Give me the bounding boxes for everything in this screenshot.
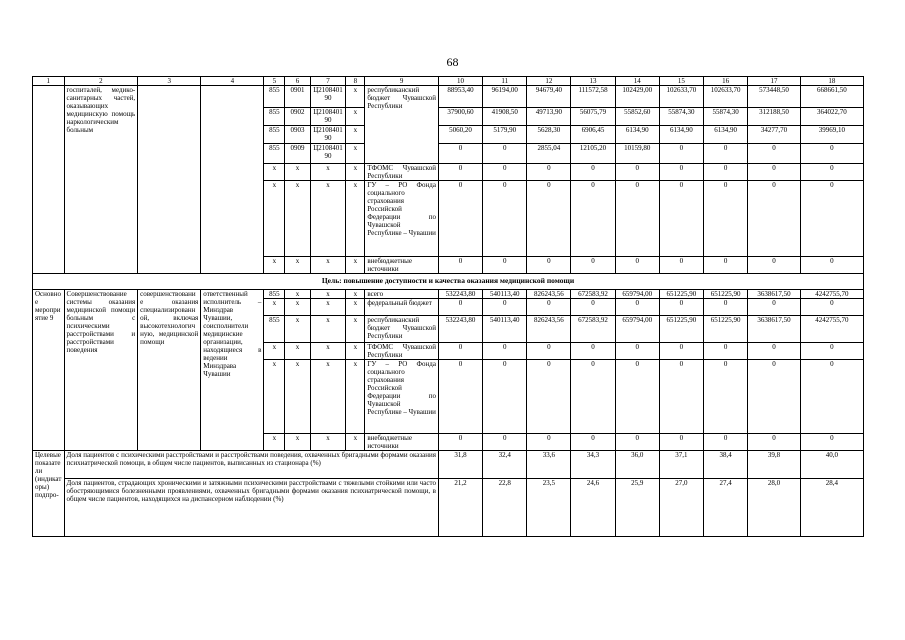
section-code: x [285,290,310,299]
amount-value: 0 [659,360,703,434]
section-code: x [285,360,310,434]
amount-value: 55874,30 [659,108,703,126]
grbs-code: x [264,181,285,257]
section-code: x [285,434,310,451]
indicators-label: Целевые показатели (индикаторы) подпро- [33,451,65,537]
indicator-value: 25,9 [615,479,659,537]
funding-source: внебюджетные источники [365,257,439,274]
amount-value: 0 [800,144,863,164]
section-code: x [285,316,310,343]
amount-value: 0 [748,181,801,257]
indicator-value: 39,8 [748,451,801,479]
target-article-code: x [310,316,346,343]
funding-source: внебюджетные источники [365,434,439,451]
amount-value: 102633,70 [659,86,703,108]
amount-value: 102429,00 [615,86,659,108]
funding-source: ГУ – РО Фонда социального страхования Российской Федерации по Чувашской Республике – Чувашии [365,181,439,257]
budget-table-body [33,77,864,537]
grbs-code: x [264,360,285,434]
target-article-code: x [310,181,346,257]
target-article-code: x [310,360,346,434]
column-number: 15 [659,77,703,86]
funding-source: республиканский бюджет Чувашской Республики [365,316,439,343]
indicator-value: 36,0 [615,451,659,479]
amount-value: 0 [659,164,703,181]
expense-type-code: x [346,86,365,108]
target-article-code: x [310,164,346,181]
amount-value: 0 [483,360,527,434]
amount-value: 0 [571,343,615,360]
indicator-value: 31,8 [438,451,482,479]
amount-value: 3638617,50 [748,290,801,299]
amount-value: 34277,70 [748,126,801,144]
amount-value: 0 [748,299,801,316]
goal-text: Цель: повышение доступности и качества оказания медицинской помощи [33,274,864,290]
amount-value: 55852,60 [615,108,659,126]
amount-value: 0 [659,257,703,274]
amount-value: 6906,45 [571,126,615,144]
amount-value: 96194,00 [483,86,527,108]
target-article-code: x [310,257,346,274]
funding-source: федеральный бюджет [365,299,439,316]
amount-value: 0 [703,360,747,434]
section-code: x [285,181,310,257]
expense-type-code: x [346,108,365,126]
table-cell [201,86,264,274]
expense-type-code: x [346,299,365,316]
amount-value: 0 [615,360,659,434]
grbs-code: x [264,434,285,451]
amount-value: 2855,04 [527,144,571,164]
indicator-text: Доля пациентов, страдающих хроническими и затяжными психическими расстройствами с тяжелыми стойкими или часто обостряющимися болезненными проявлениями, охваченных бригадными формами оказания психиатрической помощи, в общем числе пациентов, находящихся на диспансерном наблюдении (%) [64,479,438,537]
amount-value: 39969,10 [800,126,863,144]
indicator-row [33,451,864,479]
amount-value: 0 [615,343,659,360]
amount-value: 0 [703,164,747,181]
amount-value: 0 [800,181,863,257]
amount-value: 0 [483,343,527,360]
amount-value: 0 [800,299,863,316]
column-number: 18 [800,77,863,86]
indicator-value: 28,0 [748,479,801,537]
amount-value: 12105,20 [571,144,615,164]
amount-value: 672583,92 [571,290,615,299]
amount-value: 826243,56 [527,316,571,343]
funding-source: ТФОМС Чувашской Республики [365,164,439,181]
grbs-code: x [264,343,285,360]
header-row [33,77,864,86]
page-number: 68 [446,55,459,69]
amount-value: 0 [659,343,703,360]
amount-value: 0 [527,343,571,360]
amount-value: 0 [748,257,801,274]
amount-value: 56075,79 [571,108,615,126]
expense-type-code: x [346,316,365,343]
amount-value: 364022,70 [800,108,863,126]
amount-value: 0 [800,343,863,360]
funding-source: ГУ – РО Фонда социального страхования Российской Федерации по Чувашской Республике – Чувашии [365,360,439,434]
column-number: 16 [703,77,747,86]
amount-value: 4242755,70 [800,316,863,343]
grbs-code: 855 [264,108,285,126]
section-code: 0909 [285,144,310,164]
amount-value: 0 [800,164,863,181]
grbs-code: 855 [264,144,285,164]
column-number: 9 [365,77,439,86]
amount-value: 0 [748,144,801,164]
amount-value: 0 [527,434,571,451]
amount-value: 0 [438,299,482,316]
amount-value: 10159,80 [615,144,659,164]
indicator-row [33,479,864,537]
amount-value: 0 [483,144,527,164]
indicator-value: 23,5 [527,479,571,537]
column-number: 4 [201,77,264,86]
target-article-code: x [310,299,346,316]
amount-value: 0 [483,181,527,257]
indicator-value: 24,6 [571,479,615,537]
amount-value: 672583,92 [571,316,615,343]
amount-value: 0 [571,299,615,316]
amount-value: 6134,90 [703,126,747,144]
column-number: 7 [310,77,346,86]
amount-value: 0 [438,360,482,434]
indicator-text: Доля пациентов с психическими расстройствами и расстройствами поведения, охваченных бригадными формами оказания психиатрической помощи, в общем числе пациентов, выписанных из стационара (%) [64,451,438,479]
amount-value: 0 [527,257,571,274]
amount-value: 0 [659,434,703,451]
amount-value: 0 [800,434,863,451]
indicator-value: 40,0 [800,451,863,479]
amount-value: 532243,80 [438,290,482,299]
amount-value: 0 [438,343,482,360]
amount-value: 0 [527,181,571,257]
section-code: x [285,299,310,316]
amount-value: 0 [615,299,659,316]
amount-value: 0 [703,343,747,360]
amount-value: 312188,50 [748,108,801,126]
amount-value: 540113,40 [483,290,527,299]
expense-type-code: x [346,257,365,274]
amount-value: 0 [703,181,747,257]
target-article-code: x [310,434,346,451]
amount-value: 0 [615,434,659,451]
indicator-value: 34,3 [571,451,615,479]
amount-value: 4242755,70 [800,290,863,299]
amount-value: 37900,60 [438,108,482,126]
funding-source: ТФОМС Чувашской Республики [365,343,439,360]
column-number: 8 [346,77,365,86]
amount-value: 0 [748,343,801,360]
indicator-value: 22,8 [483,479,527,537]
grbs-code: x [264,164,285,181]
target-article-code: Ц2108401 90 [310,126,346,144]
table-row [33,290,864,299]
amount-value: 0 [438,257,482,274]
target-article-code: Ц2108401 90 [310,86,346,108]
amount-value: 0 [703,299,747,316]
amount-value: 6134,90 [615,126,659,144]
grbs-code: 855 [264,290,285,299]
amount-value: 0 [571,434,615,451]
section-code: 0902 [285,108,310,126]
expense-type-code: x [346,360,365,434]
funding-source: республиканский бюджет Чувашской Республики [365,86,439,164]
column-number: 14 [615,77,659,86]
goal-row [33,274,864,290]
amount-value: 651225,90 [659,290,703,299]
target-article-code: x [310,343,346,360]
table-cell [138,86,201,274]
expense-type-code: x [346,434,365,451]
budget-table [32,76,864,537]
grbs-code: x [264,257,285,274]
section-code: 0901 [285,86,310,108]
section-code: x [285,257,310,274]
amount-value: 0 [659,181,703,257]
column-number: 13 [571,77,615,86]
grbs-code: 855 [264,86,285,108]
indicator-value: 27,4 [703,479,747,537]
amount-value: 94679,40 [527,86,571,108]
amount-value: 668661,50 [800,86,863,108]
amount-value: 0 [703,257,747,274]
grbs-code: 855 [264,316,285,343]
measure-name: госпиталей, медико-санитарных частей, оказывающих медицинскую помощь наркологическим больным [64,86,138,274]
column-number: 1 [33,77,65,86]
amount-value: 0 [438,144,482,164]
target-article-code: Ц2108401 90 [310,108,346,126]
amount-value: 0 [438,181,482,257]
target-article-code: x [310,290,346,299]
amount-value: 651225,90 [659,316,703,343]
indicator-value: 32,4 [483,451,527,479]
amount-value: 0 [527,164,571,181]
funding-source: всего [365,290,439,299]
amount-value: 0 [571,181,615,257]
expense-type-code: x [346,290,365,299]
table-cell [33,86,65,274]
expense-type-code: x [346,144,365,164]
indicator-value: 37,1 [659,451,703,479]
amount-value: 0 [748,434,801,451]
amount-value: 0 [659,299,703,316]
amount-value: 0 [703,434,747,451]
amount-value: 5060,20 [438,126,482,144]
expense-type-code: x [346,181,365,257]
table-row [33,86,864,108]
amount-value: 0 [800,257,863,274]
column-number: 11 [483,77,527,86]
measure-name: Совершенствование системы оказания медицинской помощи больным с психическими расстройствами и расстройствами поведения [64,290,138,451]
amount-value: 532243,80 [438,316,482,343]
amount-value: 0 [483,164,527,181]
grbs-code: 855 [264,126,285,144]
amount-value: 88953,40 [438,86,482,108]
amount-value: 651225,90 [703,290,747,299]
column-number: 5 [264,77,285,86]
indicator-value: 33,6 [527,451,571,479]
amount-value: 651225,90 [703,316,747,343]
amount-value: 0 [571,257,615,274]
amount-value: 0 [438,164,482,181]
amount-value: 55874,30 [703,108,747,126]
amount-value: 573448,50 [748,86,801,108]
amount-value: 659794,00 [615,316,659,343]
column-number: 2 [64,77,138,86]
amount-value: 659794,00 [615,290,659,299]
amount-value: 102633,70 [703,86,747,108]
amount-value: 540113,40 [483,316,527,343]
amount-value: 6134,90 [659,126,703,144]
indicator-value: 21,2 [438,479,482,537]
column-number: 17 [748,77,801,86]
measure-executor: ответственный исполнитель – Минздрав Чувашии, соисполнители медицинские организации, находящиеся в ведении Минздрава Чувашии [201,290,264,451]
expense-type-code: x [346,343,365,360]
section-code: x [285,164,310,181]
amount-value: 0 [483,257,527,274]
amount-value: 5628,30 [527,126,571,144]
expense-type-code: x [346,164,365,181]
section-code: x [285,343,310,360]
amount-value: 0 [527,299,571,316]
measure-task: совершенствование оказания специализированной, включая высокотехнологичную, медицинской помощи [138,290,201,451]
grbs-code: x [264,299,285,316]
expense-type-code: x [346,126,365,144]
amount-value: 0 [703,144,747,164]
amount-value: 3638617,50 [748,316,801,343]
amount-value: 41908,50 [483,108,527,126]
measure-label: Основное мероприятие 9 [33,290,65,451]
amount-value: 49713,90 [527,108,571,126]
indicator-value: 27,0 [659,479,703,537]
amount-value: 0 [571,164,615,181]
section-code: 0903 [285,126,310,144]
amount-value: 826243,56 [527,290,571,299]
indicator-value: 38,4 [703,451,747,479]
amount-value: 0 [438,434,482,451]
amount-value: 0 [571,360,615,434]
amount-value: 0 [800,360,863,434]
amount-value: 111572,58 [571,86,615,108]
column-number: 10 [438,77,482,86]
amount-value: 0 [615,164,659,181]
amount-value: 0 [659,144,703,164]
amount-value: 0 [748,164,801,181]
amount-value: 0 [748,360,801,434]
column-number: 3 [138,77,201,86]
amount-value: 0 [483,299,527,316]
amount-value: 5179,90 [483,126,527,144]
amount-value: 0 [615,257,659,274]
column-number: 12 [527,77,571,86]
indicator-value: 28,4 [800,479,863,537]
amount-value: 0 [527,360,571,434]
column-number: 6 [285,77,310,86]
target-article-code: Ц2108401 90 [310,144,346,164]
amount-value: 0 [483,434,527,451]
amount-value: 0 [615,181,659,257]
